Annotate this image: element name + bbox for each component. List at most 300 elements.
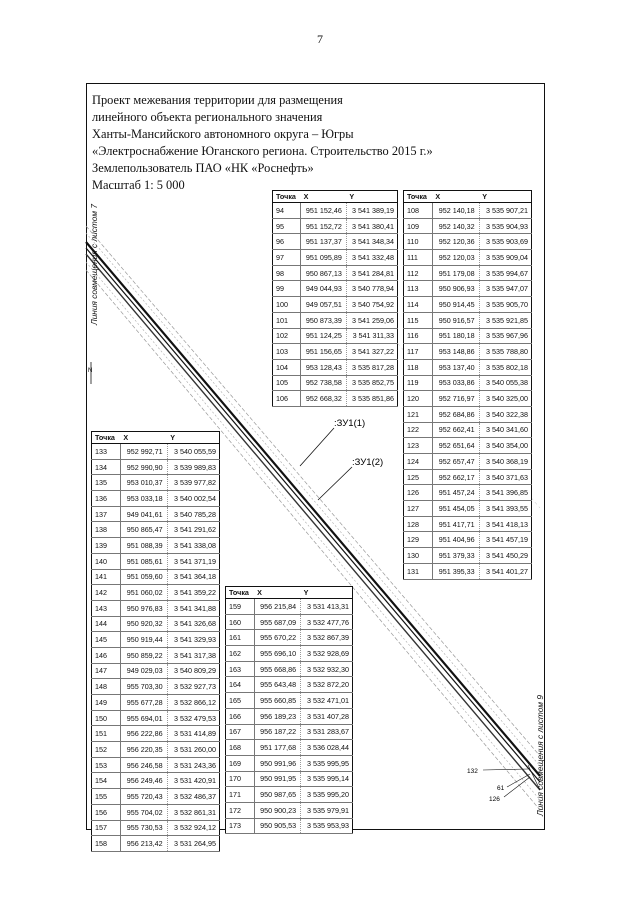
table-row xyxy=(92,742,220,758)
point-cell: 124 xyxy=(404,454,433,470)
x-cell: 951 088,39 xyxy=(120,538,167,554)
coordinate-table-b xyxy=(403,190,532,580)
point-cell: 144 xyxy=(92,616,121,632)
table-row xyxy=(273,265,398,281)
y-cell: 3 541 401,27 xyxy=(479,563,531,579)
x-cell: 952 140,18 xyxy=(432,203,479,219)
table-row xyxy=(92,522,220,538)
x-cell: 949 044,93 xyxy=(301,281,347,297)
y-cell: 3 535 995,14 xyxy=(301,771,353,787)
x-cell: 953 033,86 xyxy=(432,375,479,391)
table-row xyxy=(273,281,398,297)
y-cell: 3 541 364,18 xyxy=(167,569,219,585)
point-cell: 136 xyxy=(92,491,121,507)
x-cell: 950 916,57 xyxy=(432,312,479,328)
y-cell: 3 541 418,13 xyxy=(479,516,531,532)
x-cell: 952 668,32 xyxy=(301,391,347,407)
y-cell: 3 535 903,69 xyxy=(479,234,531,250)
table-header-row xyxy=(273,191,398,203)
x-cell: 950 905,53 xyxy=(254,818,301,834)
table-row xyxy=(226,708,353,724)
table-row xyxy=(92,444,220,460)
point-label-132: 132 xyxy=(467,768,478,775)
x-cell: 952 120,03 xyxy=(432,250,479,266)
y-cell: 3 541 317,38 xyxy=(167,647,219,663)
y-cell: 3 531 413,31 xyxy=(301,599,353,615)
x-cell: 952 651,64 xyxy=(432,438,479,454)
table-row xyxy=(92,632,220,648)
point-cell: 153 xyxy=(92,757,121,773)
point-cell: 151 xyxy=(92,726,121,742)
x-cell: 950 873,39 xyxy=(301,312,347,328)
table-row xyxy=(92,506,220,522)
x-cell: 956 220,35 xyxy=(120,742,167,758)
coordinate-table-d xyxy=(225,586,353,834)
header-line: Проект межевания территории для размещения xyxy=(92,93,343,107)
x-cell: 950 867,13 xyxy=(301,265,347,281)
col-header-y: Y xyxy=(301,587,353,599)
point-cell: 148 xyxy=(92,679,121,695)
x-cell: 956 213,42 xyxy=(120,836,167,852)
col-header-point: Точка xyxy=(273,191,301,203)
y-cell: 3 540 325,00 xyxy=(479,391,531,407)
table-row xyxy=(273,359,398,375)
y-cell: 3 532 861,31 xyxy=(167,804,219,820)
point-cell: 119 xyxy=(404,375,433,391)
x-cell: 951 457,24 xyxy=(432,485,479,501)
x-cell: 955 703,30 xyxy=(120,679,167,695)
table-row xyxy=(92,459,220,475)
table-row xyxy=(226,630,353,646)
point-cell: 140 xyxy=(92,553,121,569)
x-cell: 956 189,23 xyxy=(254,708,301,724)
table-row xyxy=(92,616,220,632)
point-cell: 113 xyxy=(404,281,433,297)
y-cell: 3 532 471,01 xyxy=(301,693,353,709)
match-line-label-sheet-9: Линия совмещения с листом 9 xyxy=(535,695,545,816)
x-cell: 953 137,40 xyxy=(432,359,479,375)
x-cell: 951 137,37 xyxy=(301,234,347,250)
point-cell: 138 xyxy=(92,522,121,538)
y-cell: 3 535 907,21 xyxy=(479,203,531,219)
col-header-y: Y xyxy=(167,432,219,444)
table-row xyxy=(404,203,532,219)
x-cell: 952 657,47 xyxy=(432,454,479,470)
y-cell: 3 531 407,28 xyxy=(301,708,353,724)
y-cell: 3 540 322,38 xyxy=(479,406,531,422)
point-cell: 94 xyxy=(273,203,301,219)
x-cell: 950 991,96 xyxy=(254,755,301,771)
table-row xyxy=(92,475,220,491)
point-cell: 173 xyxy=(226,818,255,834)
x-cell: 949 057,51 xyxy=(301,297,347,313)
table-row xyxy=(404,344,532,360)
col-header-y: Y xyxy=(346,191,397,203)
x-cell: 951 454,05 xyxy=(432,501,479,517)
table-row xyxy=(404,422,532,438)
point-cell: 157 xyxy=(92,820,121,836)
point-cell: 172 xyxy=(226,802,255,818)
point-cell: 120 xyxy=(404,391,433,407)
y-cell: 3 535 979,91 xyxy=(301,802,353,818)
y-cell: 3 541 393,55 xyxy=(479,501,531,517)
header-line: Ханты-Мансийского автономного округа – Югры xyxy=(92,127,354,142)
table-row xyxy=(92,757,220,773)
y-cell: 3 540 778,94 xyxy=(346,281,397,297)
y-cell: 3 540 754,92 xyxy=(346,297,397,313)
x-cell: 952 662,41 xyxy=(432,422,479,438)
table-row xyxy=(92,585,220,601)
point-cell: 115 xyxy=(404,312,433,328)
point-cell: 171 xyxy=(226,787,255,803)
table-row xyxy=(404,250,532,266)
y-cell: 3 531 260,00 xyxy=(167,742,219,758)
point-cell: 114 xyxy=(404,297,433,313)
point-cell: 167 xyxy=(226,724,255,740)
point-cell: 145 xyxy=(92,632,121,648)
table-row xyxy=(92,804,220,820)
y-cell: 3 532 866,12 xyxy=(167,695,219,711)
point-cell: 106 xyxy=(273,391,301,407)
x-cell: 952 738,58 xyxy=(301,375,347,391)
y-cell: 3 531 264,95 xyxy=(167,836,219,852)
y-cell: 3 535 909,04 xyxy=(479,250,531,266)
drawing-title-block xyxy=(92,92,433,195)
table-row xyxy=(226,740,353,756)
point-cell: 161 xyxy=(226,630,255,646)
y-cell: 3 541 380,41 xyxy=(346,218,397,234)
point-cell: 166 xyxy=(226,708,255,724)
y-cell: 3 539 989,83 xyxy=(167,459,219,475)
plot-label-zu1-1: :ЗУ1(1) xyxy=(334,418,366,429)
point-cell: 104 xyxy=(273,359,301,375)
point-label-126: 126 xyxy=(489,796,500,803)
point-cell: 100 xyxy=(273,297,301,313)
x-cell: 956 187,22 xyxy=(254,724,301,740)
x-cell: 951 404,96 xyxy=(432,532,479,548)
point-cell: 95 xyxy=(273,218,301,234)
point-cell: 133 xyxy=(92,444,121,460)
table-row xyxy=(226,677,353,693)
table-row xyxy=(226,802,353,818)
table-row xyxy=(92,491,220,507)
table-row xyxy=(404,328,532,344)
table-row xyxy=(404,438,532,454)
point-cell: 103 xyxy=(273,344,301,360)
table-row xyxy=(226,787,353,803)
end-point-leaders xyxy=(483,765,540,797)
table-row xyxy=(273,312,398,328)
x-cell: 952 992,71 xyxy=(120,444,167,460)
x-cell: 955 720,43 xyxy=(120,789,167,805)
table-row xyxy=(92,710,220,726)
point-cell: 101 xyxy=(273,312,301,328)
point-cell: 168 xyxy=(226,740,255,756)
table-row xyxy=(404,265,532,281)
col-header-point: Точка xyxy=(404,191,433,203)
north-arrow-icon xyxy=(88,362,92,384)
x-cell: 951 179,08 xyxy=(432,265,479,281)
x-cell: 950 859,22 xyxy=(120,647,167,663)
y-cell: 3 532 479,53 xyxy=(167,710,219,726)
table-row xyxy=(92,663,220,679)
table-row xyxy=(273,375,398,391)
x-cell: 956 249,46 xyxy=(120,773,167,789)
point-cell: 126 xyxy=(404,485,433,501)
point-cell: 116 xyxy=(404,328,433,344)
y-cell: 3 540 785,28 xyxy=(167,506,219,522)
x-cell: 949 029,03 xyxy=(120,663,167,679)
table-header-row xyxy=(226,587,353,599)
col-header-point: Точка xyxy=(92,432,121,444)
match-line-label-sheet-7: Линия совмещения с листом 7 xyxy=(89,204,99,325)
point-cell: 160 xyxy=(226,614,255,630)
x-cell: 953 033,18 xyxy=(120,491,167,507)
x-cell: 949 041,61 xyxy=(120,506,167,522)
point-cell: 123 xyxy=(404,438,433,454)
table-row xyxy=(92,820,220,836)
y-cell: 3 541 348,34 xyxy=(346,234,397,250)
table-header-row xyxy=(92,432,220,444)
table-row xyxy=(92,538,220,554)
y-cell: 3 541 457,19 xyxy=(479,532,531,548)
point-cell: 169 xyxy=(226,755,255,771)
y-cell: 3 535 921,85 xyxy=(479,312,531,328)
table-row xyxy=(92,726,220,742)
point-cell: 170 xyxy=(226,771,255,787)
y-cell: 3 532 927,73 xyxy=(167,679,219,695)
y-cell: 3 535 851,86 xyxy=(346,391,397,407)
table-row xyxy=(92,773,220,789)
y-cell: 3 541 259,06 xyxy=(346,312,397,328)
point-cell: 158 xyxy=(92,836,121,852)
point-cell: 98 xyxy=(273,265,301,281)
table-row xyxy=(404,501,532,517)
y-cell: 3 541 396,85 xyxy=(479,485,531,501)
table-row xyxy=(273,391,398,407)
y-cell: 3 539 977,82 xyxy=(167,475,219,491)
table-row xyxy=(404,532,532,548)
point-cell: 121 xyxy=(404,406,433,422)
point-cell: 117 xyxy=(404,344,433,360)
table-row xyxy=(404,234,532,250)
point-cell: 155 xyxy=(92,789,121,805)
y-cell: 3 541 389,19 xyxy=(346,203,397,219)
y-cell: 3 540 368,19 xyxy=(479,454,531,470)
page-number: 7 xyxy=(317,32,323,46)
point-cell: 150 xyxy=(92,710,121,726)
x-cell: 950 914,45 xyxy=(432,297,479,313)
x-cell: 951 152,72 xyxy=(301,218,347,234)
y-cell: 3 535 788,80 xyxy=(479,344,531,360)
x-cell: 955 730,53 xyxy=(120,820,167,836)
point-cell: 111 xyxy=(404,250,433,266)
y-cell: 3 531 243,36 xyxy=(167,757,219,773)
table-row xyxy=(273,218,398,234)
table-row xyxy=(226,646,353,662)
x-cell: 950 919,44 xyxy=(120,632,167,648)
table-row xyxy=(92,553,220,569)
plot-label-zu1-2: :ЗУ1(2) xyxy=(352,457,384,468)
y-cell: 3 532 486,37 xyxy=(167,789,219,805)
y-cell: 3 541 332,48 xyxy=(346,250,397,266)
y-cell: 3 535 995,20 xyxy=(301,787,353,803)
header-line: Масштаб 1: 5 000 xyxy=(92,178,185,193)
point-cell: 143 xyxy=(92,600,121,616)
table-row xyxy=(273,250,398,266)
x-cell: 952 716,97 xyxy=(432,391,479,407)
y-cell: 3 532 924,12 xyxy=(167,820,219,836)
table-row xyxy=(273,234,398,250)
col-header-x: X xyxy=(301,191,347,203)
point-cell: 109 xyxy=(404,218,433,234)
y-cell: 3 541 326,68 xyxy=(167,616,219,632)
y-cell: 3 531 283,67 xyxy=(301,724,353,740)
table-row xyxy=(226,599,353,615)
point-cell: 130 xyxy=(404,548,433,564)
point-cell: 129 xyxy=(404,532,433,548)
y-cell: 3 535 947,07 xyxy=(479,281,531,297)
x-cell: 950 900,23 xyxy=(254,802,301,818)
x-cell: 951 395,33 xyxy=(432,563,479,579)
point-cell: 134 xyxy=(92,459,121,475)
y-cell: 3 535 994,67 xyxy=(479,265,531,281)
point-cell: 110 xyxy=(404,234,433,250)
point-cell: 139 xyxy=(92,538,121,554)
x-cell: 952 662,17 xyxy=(432,469,479,485)
y-cell: 3 541 359,22 xyxy=(167,585,219,601)
x-cell: 955 668,86 xyxy=(254,661,301,677)
point-cell: 125 xyxy=(404,469,433,485)
col-header-y: Y xyxy=(479,191,531,203)
table-row xyxy=(404,312,532,328)
point-cell: 146 xyxy=(92,647,121,663)
point-cell: 163 xyxy=(226,661,255,677)
x-cell: 956 246,58 xyxy=(120,757,167,773)
table-row xyxy=(226,818,353,834)
y-cell: 3 532 867,39 xyxy=(301,630,353,646)
point-cell: 105 xyxy=(273,375,301,391)
point-cell: 108 xyxy=(404,203,433,219)
table-row xyxy=(226,661,353,677)
header-line: «Электроснабжение Юганского региона. Строительство 2015 г.» xyxy=(92,144,433,159)
x-cell: 953 148,86 xyxy=(432,344,479,360)
point-cell: 165 xyxy=(226,693,255,709)
y-cell: 3 541 284,81 xyxy=(346,265,397,281)
leader-line-zu1-2 xyxy=(318,467,352,500)
table-row xyxy=(404,391,532,407)
coordinate-table-c xyxy=(91,431,220,852)
x-cell: 951 124,25 xyxy=(301,328,347,344)
point-cell: 102 xyxy=(273,328,301,344)
x-cell: 950 865,47 xyxy=(120,522,167,538)
y-cell: 3 532 872,20 xyxy=(301,677,353,693)
table-row xyxy=(226,693,353,709)
point-cell: 149 xyxy=(92,695,121,711)
table-row xyxy=(404,297,532,313)
x-cell: 955 677,28 xyxy=(120,695,167,711)
x-cell: 955 704,02 xyxy=(120,804,167,820)
x-cell: 956 215,84 xyxy=(254,599,301,615)
y-cell: 3 532 477,76 xyxy=(301,614,353,630)
x-cell: 955 694,01 xyxy=(120,710,167,726)
point-cell: 159 xyxy=(226,599,255,615)
point-cell: 147 xyxy=(92,663,121,679)
point-cell: 164 xyxy=(226,677,255,693)
y-cell: 3 535 904,93 xyxy=(479,218,531,234)
y-cell: 3 540 055,38 xyxy=(479,375,531,391)
x-cell: 952 684,86 xyxy=(432,406,479,422)
x-cell: 953 010,37 xyxy=(120,475,167,491)
table-row xyxy=(404,563,532,579)
x-cell: 951 417,71 xyxy=(432,516,479,532)
table-row xyxy=(92,789,220,805)
table-row xyxy=(404,281,532,297)
table-row xyxy=(92,836,220,852)
y-cell: 3 541 329,93 xyxy=(167,632,219,648)
col-header-x: X xyxy=(254,587,301,599)
table-row xyxy=(404,548,532,564)
x-cell: 952 120,36 xyxy=(432,234,479,250)
point-cell: 96 xyxy=(273,234,301,250)
point-cell: 162 xyxy=(226,646,255,662)
table-row xyxy=(404,516,532,532)
table-row xyxy=(273,344,398,360)
table-header-row xyxy=(404,191,532,203)
y-cell: 3 541 327,22 xyxy=(346,344,397,360)
table-row xyxy=(226,724,353,740)
point-cell: 154 xyxy=(92,773,121,789)
point-cell: 141 xyxy=(92,569,121,585)
point-cell: 112 xyxy=(404,265,433,281)
x-cell: 955 643,48 xyxy=(254,677,301,693)
y-cell: 3 540 002,54 xyxy=(167,491,219,507)
table-row xyxy=(404,218,532,234)
table-row xyxy=(273,203,398,219)
point-cell: 135 xyxy=(92,475,121,491)
x-cell: 951 177,68 xyxy=(254,740,301,756)
point-label-61: 61 xyxy=(497,785,505,792)
point-cell: 97 xyxy=(273,250,301,266)
table-row xyxy=(404,469,532,485)
y-cell: 3 535 953,93 xyxy=(301,818,353,834)
table-row xyxy=(404,454,532,470)
table-row xyxy=(92,600,220,616)
y-cell: 3 535 967,96 xyxy=(479,328,531,344)
table-row xyxy=(226,755,353,771)
point-cell: 131 xyxy=(404,563,433,579)
table-row xyxy=(92,569,220,585)
point-cell: 142 xyxy=(92,585,121,601)
x-cell: 951 095,89 xyxy=(301,250,347,266)
x-cell: 951 379,33 xyxy=(432,548,479,564)
table-row xyxy=(92,679,220,695)
x-cell: 950 987,65 xyxy=(254,787,301,803)
x-cell: 950 920,32 xyxy=(120,616,167,632)
point-cell: 156 xyxy=(92,804,121,820)
y-cell: 3 532 932,30 xyxy=(301,661,353,677)
table-row xyxy=(226,614,353,630)
y-cell: 3 535 852,75 xyxy=(346,375,397,391)
x-cell: 951 156,65 xyxy=(301,344,347,360)
y-cell: 3 540 055,59 xyxy=(167,444,219,460)
x-cell: 951 180,18 xyxy=(432,328,479,344)
table-row xyxy=(226,771,353,787)
y-cell: 3 541 371,19 xyxy=(167,553,219,569)
table-row xyxy=(92,647,220,663)
y-cell: 3 532 928,69 xyxy=(301,646,353,662)
x-cell: 953 128,43 xyxy=(301,359,347,375)
